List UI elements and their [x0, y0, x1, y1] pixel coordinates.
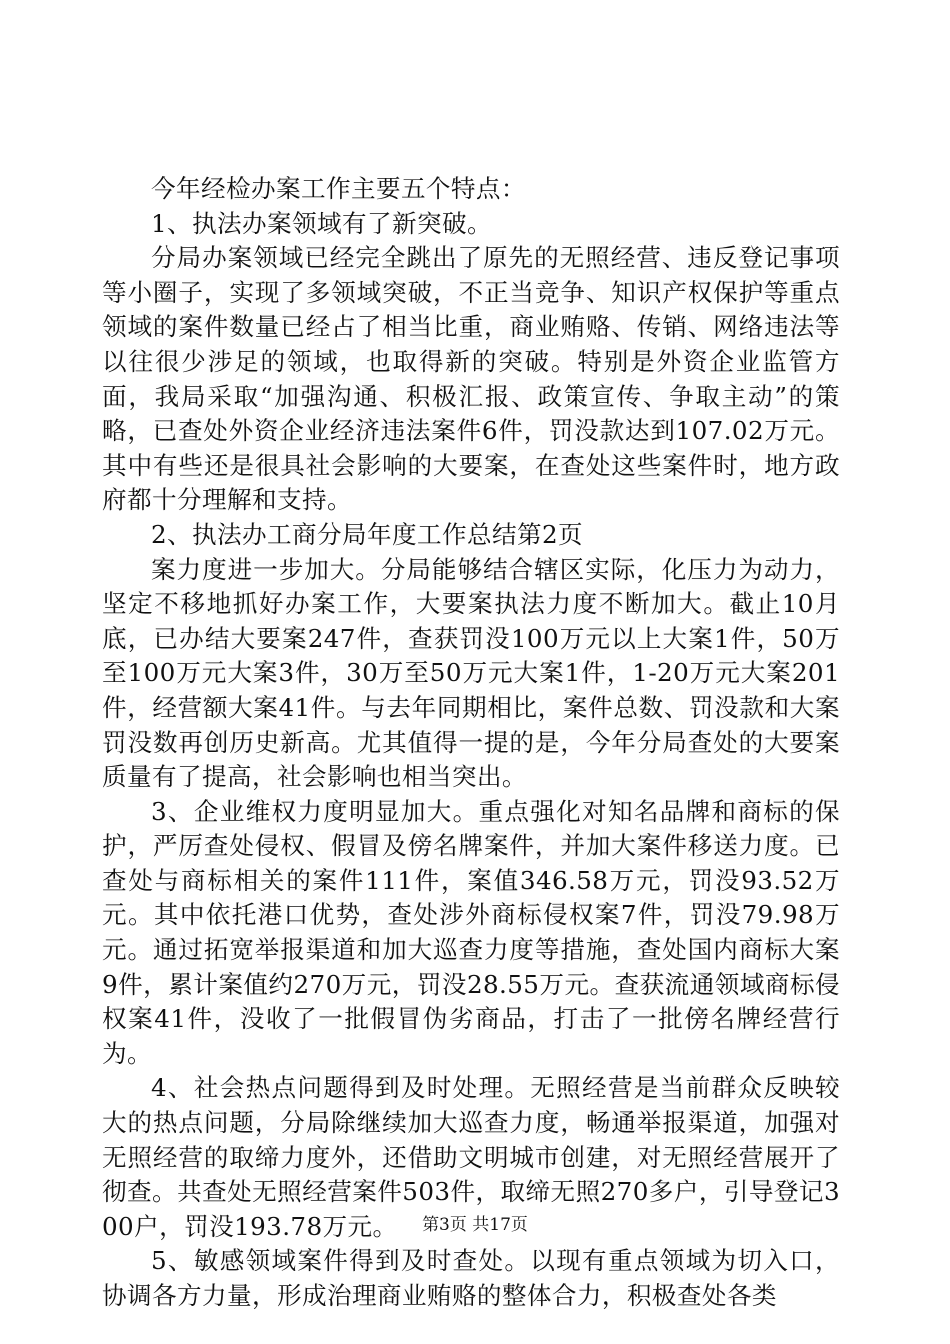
paragraph-point-4: 4、社会热点问题得到及时处理。无照经营是当前群众反映较大的热点问题，分局除继续加大巡查力度，畅通举报渠道，加强对无照经营的取缔力度外，还借助文明城市创建，对无照经营展开了彻查。共查处无照经营案件503件，取缔无照270多户，引导登记300户，罚没193.78万元。 [102, 1073, 840, 1241]
paragraph-point-1-heading: 1、执法办案领域有了新突破。 [151, 208, 492, 238]
paragraph-point-1-body: 分局办案领域已经完全跳出了原先的无照经营、违反登记事项等小圈子，实现了多领域突破，不正当竞争、知识产权保护等重点领域的案件数量已经占了相当比重，商业贿赂、传销、网络违法等以往很少涉足的领域，也取得新的突破。特别是外资企业监管方面，我局采取“加强沟通、积极汇报、政策宣传、争取主动”的策略，已查处外资企业经济违法案件6件，罚没款达到107.02万元。其中有些还是很具社会影响的大要案，在查处这些案件时，地方政府都十分理解和支持。 [102, 243, 840, 515]
paragraph-point-2-heading: 2、执法办工商分局年度工作总结第2页 [151, 519, 583, 549]
paragraph-point-2-body: 案力度进一步加大。分局能够结合辖区实际，化压力为动力，坚定不移地抓好办案工作，大要案执法力度不断加大。截止10月底，已办结大要案247件，查获罚没100万元以上大案1件，50万至100万元大案3件，30万至50万元大案1件，1-20万元大案201件，经营额大案41件。与去年同期相比，案件总数、罚没款和大案罚没数再创历史新高。尤其值得一提的是，今年分局查处的大要案质量有了提高，社会影响也相当突出。 [102, 554, 840, 792]
paragraph-intro: 今年经检办案工作主要五个特点： [151, 174, 526, 203]
page-footer: 第3页 共17页 [422, 1215, 528, 1235]
document-body [102, 172, 840, 1314]
paragraph-point-3: 3、企业维权力度明显加大。重点强化对知名品牌和商标的保护，严厉查处侵权、假冒及傍名牌案件，并加大案件移送力度。已查处与商标相关的案件111件，案值346.58万元，罚没93.52万元。其中依托港口优势，查处涉外商标侵权案7件，罚没79.98万元。通过拓宽举报渠道和加大巡查力度等措施，查处国内商标大案9件，累计案值约270万元，罚没28.55万元。查获流通领域商标侵权案41件，没收了一批假冒伪劣商品，打击了一批傍名牌经营行为。 [102, 796, 840, 1068]
paragraph-point-5: 5、敏感领域案件得到及时查处。以现有重点领域为切入口，协调各方力量，形成治理商业贿赂的整体合力，积极查处各类 [102, 1246, 840, 1310]
